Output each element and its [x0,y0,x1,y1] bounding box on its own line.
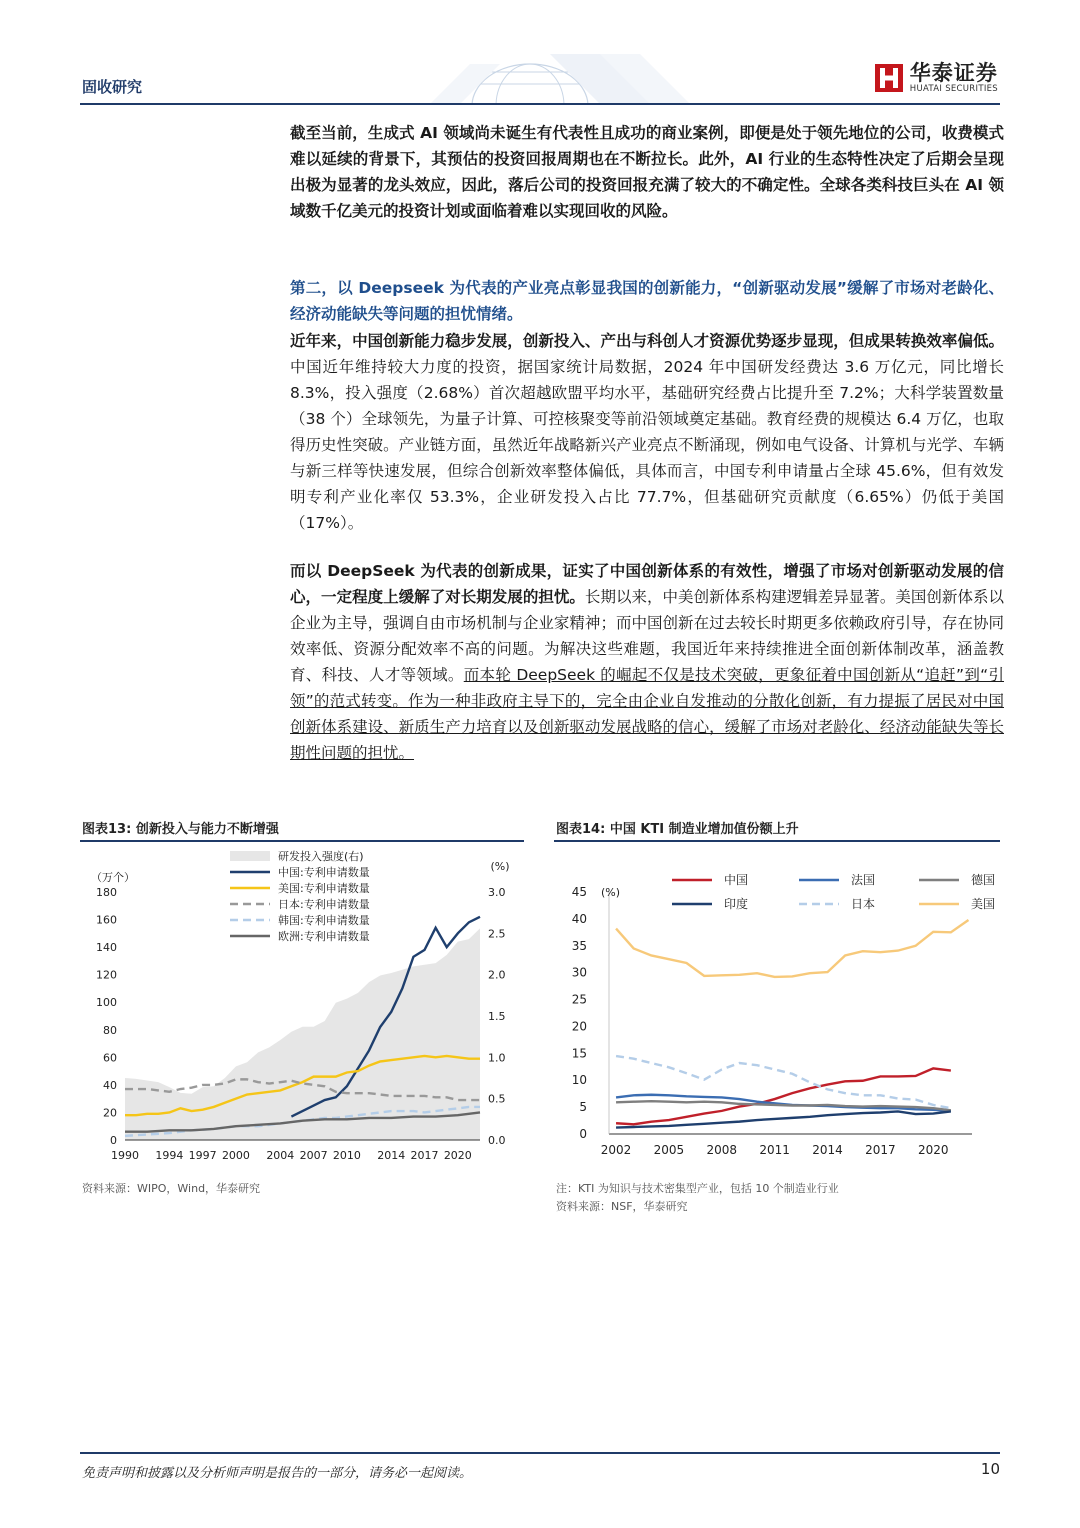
legend-label: 研发投入强度(右) [278,850,364,863]
figure-13-title: 图表13: 创新投入与能力不断增强 [82,822,279,837]
y-tick-label: 80 [103,1023,117,1037]
legend-label: 日本 [851,897,876,911]
x-tick-label: 2002 [600,1143,632,1157]
legend-swatch-area [230,851,270,861]
x-tick-label: 2017 [865,1143,896,1157]
figure-13-source: 资料来源：WIPO，Wind，华泰研究 [82,1182,261,1195]
logo-text-cn: 华泰证券 [909,61,998,85]
paragraph-1: 截至当前，生成式 AI 领域尚未诞生有代表性且成功的商业案例，即便是处于领先地位的公司，收费模式难以延续的背景下，其预估的投资回报周期也在不断拉长。此外，AI 行业的生态特性决定了后期会呈现出极为显著的龙头效应，因此，落后公司的投资回报充满了较大的不确定性。全球各类科技巨头在 AI 领域数千亿美元的投资计划或面临着难以实现回收的风险。 [290,124,1004,220]
y2-tick-label: 0.5 [488,1092,506,1106]
x-tick-label: 2014 [377,1149,406,1162]
figure-14-chart [554,842,1000,1172]
x-tick-label: 2005 [653,1143,685,1157]
series-line [616,920,968,977]
y-tick-label: 0 [579,1127,587,1141]
globe-decoration [400,44,700,104]
legend-label: 欧洲:专利申请数量 [278,930,370,943]
legend-label: 美国 [971,897,996,911]
y-tick-label: 25 [571,992,587,1007]
huatai-logo-icon [874,63,904,93]
x-tick-label: 1990 [111,1149,139,1162]
paragraph-3 [290,328,1004,536]
y-tick-label: 45 [571,885,587,899]
x-tick-label: 2011 [759,1143,790,1157]
y2-tick-label: 2.0 [488,968,506,982]
x-tick-label: 1994 [155,1149,184,1162]
y-tick-label: 15 [571,1046,587,1061]
y-tick-label: 0 [110,1134,117,1147]
logo-text-en: HUATAI SECURITIES [909,84,998,94]
y-axis-unit: （万个） [91,871,135,884]
y-tick-label: 120 [96,968,117,982]
brand-logo [874,62,998,94]
paragraph-4-underlined: 而本轮 DeepSeek 的崛起不仅是技术突破，更象征着中国创新从“追赶”到“引领”的范式转变。作为一种非政府主导下的，完全由企业自发推动的分散化创新，有力提振了居民对中国创新体系建设、新质生产力培育以及创新驱动发展战略的信心，缓解了市场对老龄化、经济动能缺失等长期性问题的担忧。 [290,666,1004,762]
paragraph-4 [290,558,1004,766]
legend-label: 法国 [851,873,876,887]
y2-axis-unit: (%) [490,860,510,873]
legend-label: 日本:专利申请数量 [278,898,370,911]
x-tick-label: 2020 [917,1143,949,1157]
legend-label: 美国:专利申请数量 [278,882,370,895]
legend-label: 中国 [724,873,749,887]
y-tick-label: 30 [571,965,587,980]
paragraph-3-body: 中国近年维持较大力度的投资，据国家统计局数据，2024 年中国研发经费达 3.6 万亿元，同比增长 8.3%，投入强度（2.68%）首次超越欧盟平均水平，基础研究经费占比提升至 7.2%；大科学装置数量（38 个）全球领先，为量子计算、可控核聚变等前沿领域奠定基础。教育经费的规模达 6.4 万亿，也取得历史性突破。产业链方面，虽然近年战略新兴产业亮点不断涌现，例如电气设备、计算机与光学、车辆与新三样等快速发展，但综合创新效率整体偏低，具体而言，中国专利申请量占全球 45.6%，但有效发明专利产业化率仅 53.3%，企业研发投入占比 77.7%，但基础研究贡献度（6.65%）仍低于美国（17%）。 [290,358,1004,532]
x-tick-label: 2014 [812,1143,843,1157]
paragraph-3-lead: 近年来，中国创新能力稳步发展，创新投入、产出与科创人才资源优势逐步显现，但成果转换效率偏低。 [290,332,1004,350]
footer-divider [80,1452,1000,1454]
y-tick-label: 5 [579,1100,587,1115]
y2-tick-label: 0.0 [488,1134,506,1147]
y-axis-unit: (%) [601,886,621,899]
y-tick-label: 160 [96,913,117,927]
footer-disclaimer: 免责声明和披露以及分析师声明是报告的一部分，请务必一起阅读。 [82,1466,473,1481]
y2-tick-label: 3.0 [488,886,506,899]
figure-13-chart [80,842,524,1172]
x-tick-label: 1997 [188,1149,217,1162]
section-label: 固收研究 [82,78,143,96]
paragraph-4-body: 长期以来，中美创新体系构建逻辑差异显著。美国创新体系以企业为主导，强调自由市场机制与企业家精神；而中国创新在过去较长时期更多依赖政府引导，存在协同效率低、资源分配效率不高的问题。为解决这些难题，我国近年来持续推进全面创新体制改革，涵盖教育、科技、人才等领域。 [290,588,1004,684]
legend-label: 德国 [971,873,996,887]
y-tick-label: 40 [103,1078,117,1092]
series-line [616,1056,951,1108]
y-tick-label: 35 [571,938,587,953]
y-tick-label: 60 [103,1051,117,1065]
paragraph-4-lead: 而以 DeepSeek 为代表的创新成果，证实了中国创新体系的有效性，增强了市场对创新驱动发展的信心，一定程度上缓解了对长期发展的担忧。 [290,562,1004,606]
legend-label: 中国:专利申请数量 [278,866,370,879]
x-tick-label: 2010 [332,1149,361,1162]
y2-tick-label: 1.0 [488,1051,506,1065]
x-tick-label: 2007 [299,1149,328,1162]
y2-tick-label: 1.5 [488,1010,506,1023]
y-tick-label: 20 [103,1106,117,1120]
x-tick-label: 2000 [221,1149,250,1162]
figure-14-note: 注：KTI 为知识与技术密集型产业，包括 10 个制造业行业 [556,1182,839,1195]
x-tick-label: 2017 [410,1149,439,1162]
y-tick-label: 40 [571,911,587,926]
header-divider [80,103,1000,105]
y-tick-label: 10 [571,1073,587,1088]
y-tick-label: 100 [96,996,117,1010]
legend-label: 韩国:专利申请数量 [278,914,370,927]
x-tick-label: 2004 [266,1149,295,1162]
y-tick-label: 20 [571,1019,587,1034]
y2-tick-label: 2.5 [488,927,506,941]
x-tick-label: 2020 [443,1149,472,1162]
section-heading-2: 第二，以 Deepseek 为代表的产业亮点彰显我国的创新能力，“创新驱动发展”缓解了市场对老龄化、经济动能缺失等问题的担忧情绪。 [290,279,1004,323]
legend-label: 印度 [724,897,749,911]
page-number: 10 [980,1460,1000,1478]
y-tick-label: 180 [96,886,117,899]
x-tick-label: 2008 [706,1143,738,1157]
figure-14-source: 资料来源：NSF，华泰研究 [556,1200,688,1213]
figure-14-title: 图表14: 中国 KTI 制造业增加值份额上升 [556,822,799,837]
y-tick-label: 140 [96,941,117,955]
